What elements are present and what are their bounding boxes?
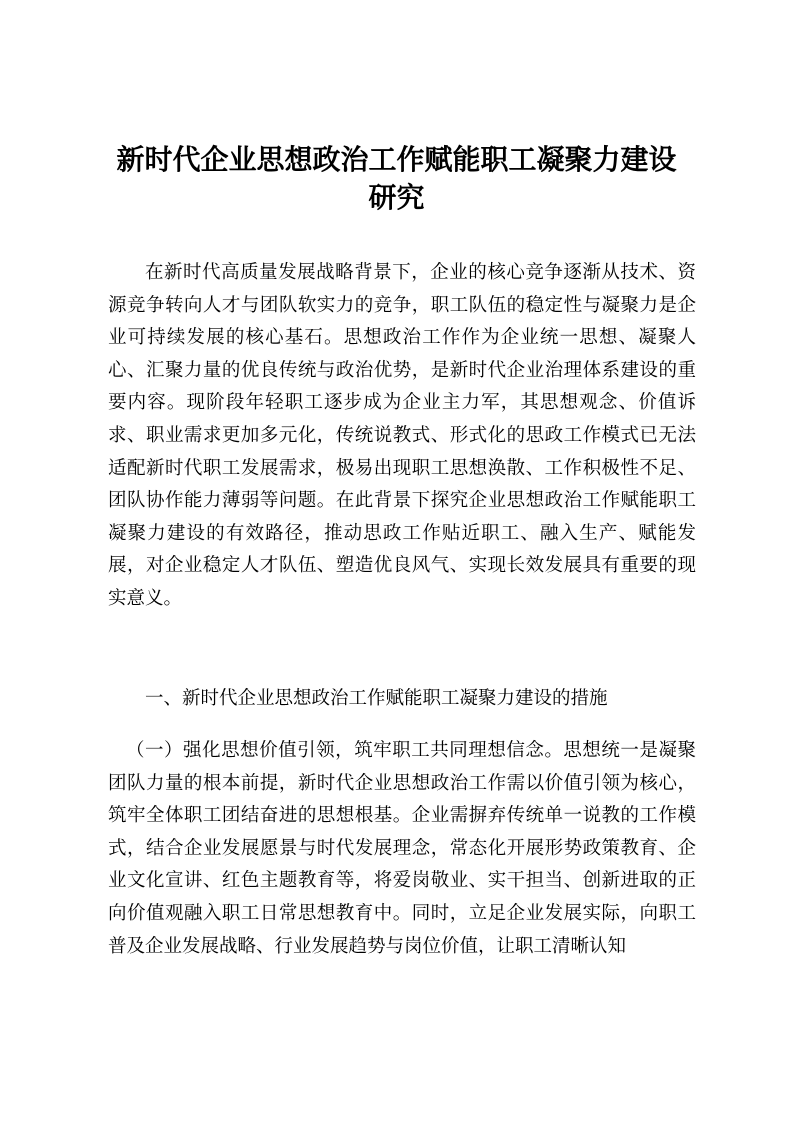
document-title-line-2: 研究: [368, 181, 425, 214]
paragraph-subsection-1: （一）强化思想价值引领，筑牢职工共同理想信念。思想统一是凝聚团队力量的根本前提，新时代企业思想政治工作需以价值引领为核心，筑牢全体职工团结奋进的思想根基。企业需摒弃传统单一说教的工作模式，结合企业发展愿景与时代发展理念，常态化开展形势政策教育、企业文化宣讲、红色主题教育等，将爱岗敬业、实干担当、创新进取的正向价值观融入职工日常思想教育中。同时，立足企业发展实际，向职工普及企业发展战略、行业发展趋势与岗位价值，让职工清晰认知: [108, 740, 696, 957]
paragraph-introduction: 在新时代高质量发展战略背景下，企业的核心竞争逐渐从技术、资源竞争转向人才与团队软实力的竞争，职工队伍的稳定性与凝聚力是企业可持续发展的核心基石。思想政治工作作为企业统一思想、凝聚人心、汇聚力量的优良传统与政治优势，是新时代企业治理体系建设的重要内容。现阶段年轻职工逐步成为企业主力军，其思想观念、价值诉求、职业需求更加多元化，传统说教式、形式化的思政工作模式已无法适配新时代职工发展需求，极易出现职工思想涣散、工作积极性不足、团队协作能力薄弱等问题。在此背景下探究企业思想政治工作赋能职工凝聚力建设的有效路径，推动思政工作贴近职工、融入生产、赋能发展，对企业稳定人才队伍、塑造优良风气、实现长效发展具有重要的现实意义。: [108, 262, 696, 609]
document-title-line-1: 新时代企业思想政治工作赋能职工凝聚力建设: [116, 143, 677, 176]
section-heading: 一、新时代企业思想政治工作赋能职工凝聚力建设的措施: [145, 688, 608, 709]
